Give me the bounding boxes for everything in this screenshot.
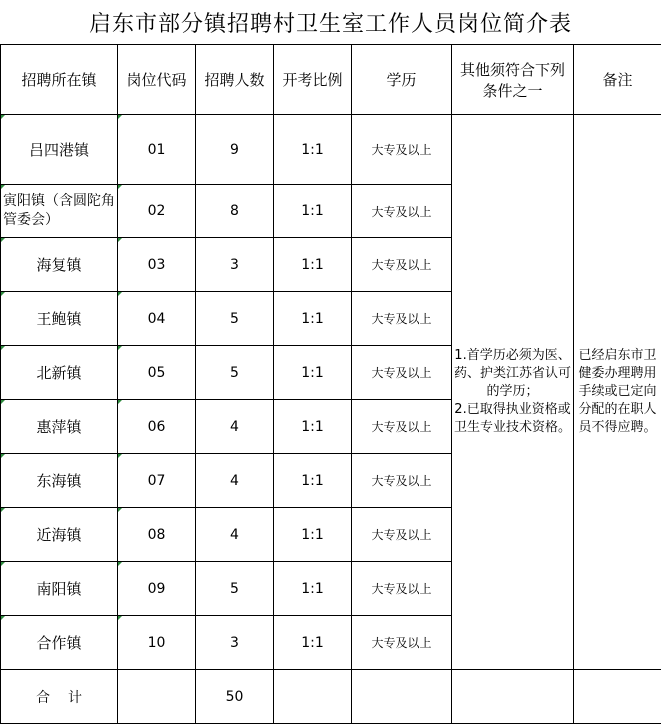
count-cell: 3	[196, 238, 274, 292]
header-code: 岗位代码	[118, 45, 196, 115]
ratio-cell: 1:1	[274, 508, 352, 562]
code-cell: 06	[118, 400, 196, 454]
total-count: 50	[196, 670, 274, 724]
education-cell: 大专及以上	[352, 562, 452, 616]
header-town: 招聘所在镇	[1, 45, 118, 115]
town-cell: 寅阳镇（含圆陀角管委会）	[1, 185, 118, 238]
education-cell: 大专及以上	[352, 508, 452, 562]
code-cell: 02	[118, 185, 196, 238]
education-cell: 大专及以上	[352, 238, 452, 292]
total-label	[1, 670, 118, 724]
education-cell: 大专及以上	[352, 400, 452, 454]
education-cell: 大专及以上	[352, 346, 452, 400]
code-cell: 10	[118, 616, 196, 670]
page-title: 启东市部分镇招聘村卫生室工作人员岗位简介表	[88, 11, 572, 37]
code-cell: 01	[118, 115, 196, 185]
total-remarks-cell	[574, 670, 661, 724]
header-remarks: 备注	[574, 45, 661, 115]
count-cell: 5	[196, 346, 274, 400]
code-cell: 08	[118, 508, 196, 562]
ratio-cell: 1:1	[274, 238, 352, 292]
town-cell: 东海镇	[1, 454, 118, 508]
total-label-left: 合	[36, 689, 50, 706]
total-education-cell	[352, 670, 452, 724]
total-conditions-cell	[452, 670, 574, 724]
table-row	[1, 115, 661, 185]
ratio-cell: 1:1	[274, 400, 352, 454]
ratio-cell: 1:1	[274, 185, 352, 238]
count-cell: 8	[196, 185, 274, 238]
ratio-cell: 1:1	[274, 454, 352, 508]
education-cell: 大专及以上	[352, 115, 452, 185]
education-cell: 大专及以上	[352, 185, 452, 238]
town-cell: 近海镇	[1, 508, 118, 562]
ratio-cell: 1:1	[274, 115, 352, 185]
header-conditions: 其他须符合下列条件之一	[452, 45, 574, 115]
count-cell: 3	[196, 616, 274, 670]
town-cell: 南阳镇	[1, 562, 118, 616]
count-cell: 4	[196, 400, 274, 454]
remarks-cell: 已经启东市卫健委办理聘用手续或已定向分配的在职人员不得应聘。	[574, 115, 661, 670]
condition-item-2: 2.已取得执业资格或卫生专业技术资格。	[453, 402, 571, 435]
code-cell: 03	[118, 238, 196, 292]
count-cell: 9	[196, 115, 274, 185]
total-ratio-cell	[274, 670, 352, 724]
header-education: 学历	[352, 45, 452, 115]
code-cell: 09	[118, 562, 196, 616]
total-label-right: 计	[68, 689, 82, 706]
ratio-cell: 1:1	[274, 346, 352, 400]
town-cell: 王鲍镇	[1, 292, 118, 346]
town-cell: 海复镇	[1, 238, 118, 292]
town-cell: 合作镇	[1, 616, 118, 670]
education-cell: 大专及以上	[352, 454, 452, 508]
count-cell: 5	[196, 292, 274, 346]
header-row	[1, 45, 661, 115]
total-code-cell	[118, 670, 196, 724]
ratio-cell: 1:1	[274, 562, 352, 616]
education-cell: 大专及以上	[352, 292, 452, 346]
header-ratio: 开考比例	[274, 45, 352, 115]
town-cell: 惠萍镇	[1, 400, 118, 454]
code-cell: 05	[118, 346, 196, 400]
count-cell: 4	[196, 508, 274, 562]
code-cell: 04	[118, 292, 196, 346]
education-cell: 大专及以上	[352, 616, 452, 670]
ratio-cell: 1:1	[274, 616, 352, 670]
conditions-cell	[452, 115, 574, 670]
count-cell: 5	[196, 562, 274, 616]
total-row	[1, 670, 661, 724]
ratio-cell: 1:1	[274, 292, 352, 346]
positions-table	[0, 44, 661, 724]
header-count: 招聘人数	[196, 45, 274, 115]
condition-item-1: 1.首学历必须为医、药、护类江苏省认可的学历；	[453, 348, 571, 399]
count-cell: 4	[196, 454, 274, 508]
town-cell: 北新镇	[1, 346, 118, 400]
town-cell: 吕四港镇	[1, 115, 118, 185]
code-cell: 07	[118, 454, 196, 508]
